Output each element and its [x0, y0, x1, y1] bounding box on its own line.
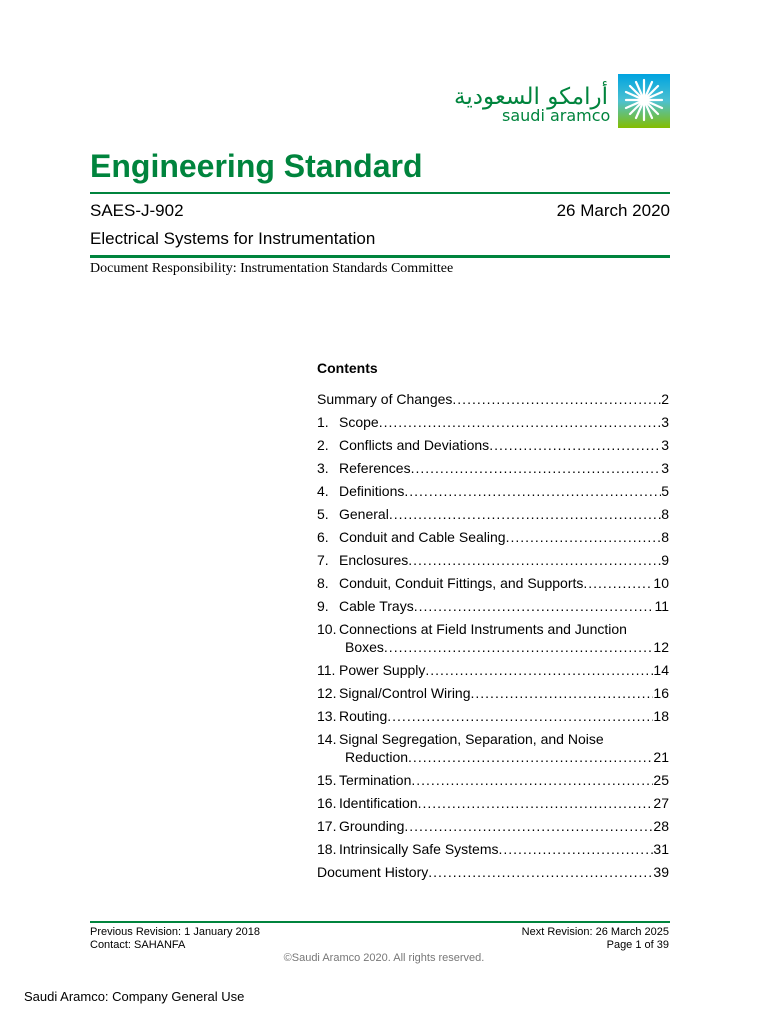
toc-leader	[387, 707, 653, 725]
toc-entry-title: General	[339, 506, 389, 522]
toc-leader	[384, 638, 654, 656]
saudi-aramco-logo	[454, 74, 670, 130]
toc-leader	[583, 574, 653, 592]
document-responsibility: Document Responsibility: Instrumentation Standards Committee	[90, 261, 454, 276]
toc-leader	[404, 817, 653, 835]
toc-leader	[389, 505, 661, 523]
toc-entry-title: Conduit, Conduit Fittings, and Supports	[339, 575, 584, 591]
toc-entry-page: 21	[653, 749, 669, 765]
toc-entry-title: Signal Segregation, Separation, and Noise	[339, 731, 604, 747]
document-number: SAES-J-902	[90, 201, 184, 220]
toc-leader	[379, 413, 662, 431]
toc-entry-number: 1.	[317, 414, 329, 430]
toc-entry-title: Termination	[339, 772, 412, 788]
toc-entry-number: 11.	[317, 662, 336, 678]
table-of-contents	[317, 390, 669, 886]
toc-entry-page: 11	[654, 598, 669, 614]
toc-entry-number: 4.	[317, 483, 329, 499]
toc-leader	[425, 661, 653, 679]
toc-entry[interactable]	[317, 505, 669, 523]
toc-entry-page: 3	[661, 460, 669, 476]
classification-label: Saudi Aramco: Company General Use	[24, 989, 245, 1004]
toc-entry-title: Definitions	[339, 483, 405, 499]
toc-entry[interactable]	[317, 413, 669, 431]
document-title: Engineering Standard	[90, 148, 423, 184]
toc-entry-title-continued: Reduction	[345, 749, 409, 765]
toc-entry-number: 3.	[317, 460, 329, 476]
toc-entry-title: Grounding	[339, 818, 405, 834]
toc-entry-title-continued: Boxes	[345, 639, 384, 655]
toc-entry-number: 16.	[317, 795, 337, 811]
toc-entry-page: 8	[661, 529, 669, 545]
toc-leader	[471, 684, 654, 702]
toc-entry-title: Connections at Field Instruments and Junction	[339, 621, 627, 637]
toc-entry[interactable]	[317, 597, 669, 615]
toc-entry-number: 9.	[317, 598, 329, 614]
toc-entry-page: 31	[653, 841, 669, 857]
toc-entry[interactable]	[317, 817, 669, 835]
toc-entry-page: 27	[653, 795, 669, 811]
toc-entry[interactable]	[317, 707, 669, 725]
toc-entry-page: 18	[653, 708, 669, 724]
toc-entry-number: 18.	[317, 841, 337, 857]
toc-entry-page: 10	[653, 575, 669, 591]
toc-entry-page: 25	[653, 772, 669, 788]
toc-entry-page: 5	[661, 483, 669, 499]
toc-entry-title: Enclosures	[339, 552, 409, 568]
toc-entry[interactable]	[317, 574, 669, 592]
toc-entry-title: Identification	[339, 795, 418, 811]
toc-entry-title: Cable Trays	[339, 598, 414, 614]
toc-entry-page: 3	[661, 437, 669, 453]
toc-entry[interactable]	[317, 863, 669, 881]
toc-leader	[428, 863, 653, 881]
toc-leader	[414, 597, 655, 615]
toc-entry[interactable]	[317, 730, 669, 766]
toc-entry-page: 28	[653, 818, 669, 834]
toc-entry-page: 12	[653, 639, 669, 655]
toc-entry-title: References	[339, 460, 411, 476]
document-date: 26 March 2020	[556, 201, 670, 220]
toc-leader	[499, 840, 654, 858]
next-revision: Next Revision: 26 March 2025	[521, 926, 669, 938]
toc-entry-number: 12.	[317, 685, 337, 701]
toc-entry[interactable]	[317, 661, 669, 679]
previous-revision: Previous Revision: 1 January 2018	[90, 926, 260, 938]
toc-entry-number: 14.	[317, 731, 337, 747]
page-number: Page 1 of 39	[606, 939, 669, 951]
toc-entry-page: 16	[653, 685, 669, 701]
toc-entry[interactable]	[317, 528, 669, 546]
toc-entry-page: 8	[661, 506, 669, 522]
footer-divider	[90, 921, 670, 923]
toc-leader	[408, 748, 653, 766]
toc-entry-number: 15.	[317, 772, 337, 788]
toc-entry-title: Conflicts and Deviations	[339, 437, 490, 453]
toc-entry-page: 14	[653, 662, 669, 678]
toc-leader	[418, 794, 654, 812]
toc-entry-number: 10.	[317, 621, 337, 637]
aramco-star-icon	[618, 74, 670, 128]
toc-entry-number: 2.	[317, 437, 329, 453]
toc-entry-title: Document History	[317, 864, 429, 880]
logo-english-text: saudi aramco	[502, 106, 611, 125]
toc-entry-number: 7.	[317, 552, 329, 568]
toc-entry-page: 3	[661, 414, 669, 430]
toc-entry-title: Scope	[339, 414, 379, 430]
toc-leader	[408, 551, 661, 569]
toc-leader	[411, 459, 662, 477]
toc-leader	[411, 771, 653, 789]
title-divider	[90, 192, 670, 194]
toc-entry-title: Signal/Control Wiring	[339, 685, 471, 701]
toc-entry-number: 17.	[317, 818, 337, 834]
toc-leader	[452, 390, 661, 408]
toc-entry-number: 6.	[317, 529, 329, 545]
toc-entry-number: 5.	[317, 506, 329, 522]
toc-entry[interactable]	[317, 840, 669, 858]
toc-leader	[489, 436, 661, 454]
toc-entry[interactable]	[317, 620, 669, 656]
document-subtitle: Electrical Systems for Instrumentation	[90, 229, 376, 248]
toc-entry-number: 8.	[317, 575, 329, 591]
toc-leader	[404, 482, 661, 500]
toc-entry[interactable]	[317, 794, 669, 812]
toc-entry[interactable]	[317, 771, 669, 789]
toc-entry-title: Summary of Changes	[317, 391, 453, 407]
toc-entry-title: Conduit and Cable Sealing	[339, 529, 506, 545]
copyright-notice: ©Saudi Aramco 2020. All rights reserved.	[283, 952, 485, 964]
toc-entry[interactable]	[317, 390, 669, 408]
toc-entry-page: 9	[661, 552, 669, 568]
contents-heading: Contents	[317, 360, 378, 376]
toc-entry-title: Power Supply	[339, 662, 426, 678]
toc-entry-page: 2	[661, 391, 669, 407]
contact: Contact: SAHANFA	[90, 939, 186, 951]
toc-entry-number: 13.	[317, 708, 337, 724]
toc-entry[interactable]	[317, 684, 669, 702]
toc-entry[interactable]	[317, 459, 669, 477]
toc-entry-title: Intrinsically Safe Systems	[339, 841, 499, 857]
header-divider	[90, 255, 670, 258]
logo-arabic-text: أرامكو السعودية	[454, 84, 608, 110]
toc-entry[interactable]	[317, 482, 669, 500]
toc-leader	[506, 528, 662, 546]
toc-entry-page: 39	[653, 864, 669, 880]
toc-entry-title: Routing	[339, 708, 388, 724]
toc-entry[interactable]	[317, 551, 669, 569]
toc-entry[interactable]	[317, 436, 669, 454]
